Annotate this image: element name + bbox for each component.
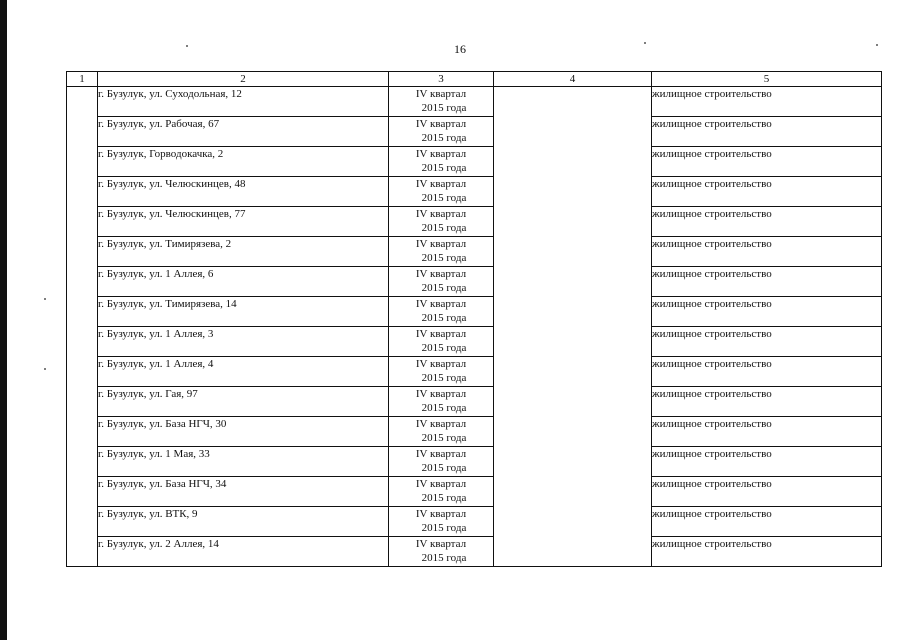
empty-cell — [494, 507, 652, 537]
term-quarter: IV квартал — [415, 298, 467, 310]
term-quarter: IV квартал — [415, 478, 467, 490]
address-cell: г. Бузулук, ул. 1 Мая, 33 — [98, 447, 389, 477]
term-quarter: IV квартал — [415, 268, 467, 280]
table-row — [67, 177, 882, 207]
empty-cell — [494, 327, 652, 357]
purpose-cell: жилищное строительство — [652, 297, 882, 327]
term-year: 2015 года — [421, 462, 467, 474]
scan-speck — [44, 368, 46, 370]
row-number-cell — [67, 477, 98, 507]
scan-speck — [876, 44, 878, 46]
address-cell: г. Бузулук, ул. Рабочая, 67 — [98, 117, 389, 147]
empty-cell — [494, 387, 652, 417]
table-row — [67, 417, 882, 447]
empty-cell — [494, 297, 652, 327]
term-quarter: IV квартал — [415, 448, 467, 460]
term-year: 2015 года — [421, 492, 467, 504]
term-cell — [389, 87, 494, 117]
column-header-1: 1 — [67, 72, 98, 87]
row-number-cell — [67, 267, 98, 297]
term-cell — [389, 237, 494, 267]
term-year: 2015 года — [421, 222, 467, 234]
address-cell: г. Бузулук, ул. ВТК, 9 — [98, 507, 389, 537]
table-row — [67, 327, 882, 357]
empty-cell — [494, 177, 652, 207]
purpose-cell: жилищное строительство — [652, 447, 882, 477]
purpose-cell: жилищное строительство — [652, 417, 882, 447]
term-cell — [389, 177, 494, 207]
term-quarter: IV квартал — [415, 118, 467, 130]
purpose-cell: жилищное строительство — [652, 477, 882, 507]
address-cell: г. Бузулук, ул. 1 Аллея, 6 — [98, 267, 389, 297]
row-number-cell — [67, 297, 98, 327]
term-cell — [389, 207, 494, 237]
column-header-3: 3 — [389, 72, 494, 87]
term-cell — [389, 447, 494, 477]
term-year: 2015 года — [421, 432, 467, 444]
scan-speck — [44, 298, 46, 300]
table-row — [67, 207, 882, 237]
empty-cell — [494, 267, 652, 297]
address-cell: г. Бузулук, ул. База НГЧ, 30 — [98, 417, 389, 447]
term-quarter: IV квартал — [415, 418, 467, 430]
term-quarter: IV квартал — [415, 508, 467, 520]
term-quarter: IV квартал — [415, 388, 467, 400]
purpose-cell: жилищное строительство — [652, 177, 882, 207]
empty-cell — [494, 417, 652, 447]
purpose-cell: жилищное строительство — [652, 87, 882, 117]
address-cell: г. Бузулук, ул. Челюскинцев, 48 — [98, 177, 389, 207]
address-cell: г. Бузулук, ул. Гая, 97 — [98, 387, 389, 417]
table-row — [67, 507, 882, 537]
row-number-cell — [67, 177, 98, 207]
term-year: 2015 года — [421, 312, 467, 324]
term-cell — [389, 507, 494, 537]
term-quarter: IV квартал — [415, 538, 467, 550]
empty-cell — [494, 237, 652, 267]
term-year: 2015 года — [421, 342, 467, 354]
row-number-cell — [67, 237, 98, 267]
term-year: 2015 года — [421, 252, 467, 264]
empty-cell — [494, 477, 652, 507]
term-cell — [389, 147, 494, 177]
term-quarter: IV квартал — [415, 328, 467, 340]
address-cell: г. Бузулук, ул. 1 Аллея, 4 — [98, 357, 389, 387]
term-cell — [389, 387, 494, 417]
term-cell — [389, 537, 494, 567]
table-row — [67, 147, 882, 177]
row-number-cell — [67, 417, 98, 447]
purpose-cell: жилищное строительство — [652, 267, 882, 297]
column-header-2: 2 — [98, 72, 389, 87]
row-number-cell — [67, 357, 98, 387]
term-cell — [389, 297, 494, 327]
address-cell: г. Бузулук, ул. 1 Аллея, 3 — [98, 327, 389, 357]
address-cell: г. Бузулук, ул. Тимирязева, 14 — [98, 297, 389, 327]
empty-cell — [494, 447, 652, 477]
purpose-cell: жилищное строительство — [652, 537, 882, 567]
term-cell — [389, 417, 494, 447]
address-cell: г. Бузулук, Горводокачка, 2 — [98, 147, 389, 177]
term-cell — [389, 477, 494, 507]
term-year: 2015 года — [421, 162, 467, 174]
term-quarter: IV квартал — [415, 178, 467, 190]
address-cell: г. Бузулук, ул. 2 Аллея, 14 — [98, 537, 389, 567]
empty-cell — [494, 117, 652, 147]
term-year: 2015 года — [421, 552, 467, 564]
purpose-cell: жилищное строительство — [652, 327, 882, 357]
purpose-cell: жилищное строительство — [652, 387, 882, 417]
purpose-cell: жилищное строительство — [652, 237, 882, 267]
term-year: 2015 года — [421, 522, 467, 534]
table-body — [67, 72, 882, 567]
scan-binding-edge — [0, 0, 7, 640]
term-quarter: IV квартал — [415, 208, 467, 220]
table-header-row — [67, 72, 882, 87]
term-cell — [389, 357, 494, 387]
row-number-cell — [67, 117, 98, 147]
page-number: 16 — [454, 42, 466, 56]
row-number-cell — [67, 327, 98, 357]
empty-cell — [494, 537, 652, 567]
empty-cell — [494, 207, 652, 237]
purpose-cell: жилищное строительство — [652, 207, 882, 237]
land-plots-table — [66, 71, 882, 567]
row-number-cell — [67, 507, 98, 537]
table-row — [67, 87, 882, 117]
row-number-cell — [67, 87, 98, 117]
table-row — [67, 387, 882, 417]
scan-speck — [644, 42, 646, 44]
table-row — [67, 477, 882, 507]
term-cell — [389, 327, 494, 357]
term-quarter: IV квартал — [415, 88, 467, 100]
empty-cell — [494, 87, 652, 117]
table-row — [67, 537, 882, 567]
term-year: 2015 года — [421, 282, 467, 294]
table-row — [67, 447, 882, 477]
purpose-cell: жилищное строительство — [652, 357, 882, 387]
row-number-cell — [67, 447, 98, 477]
address-cell: г. Бузулук, ул. Челюскинцев, 77 — [98, 207, 389, 237]
address-cell: г. Бузулук, ул. База НГЧ, 34 — [98, 477, 389, 507]
term-quarter: IV квартал — [415, 358, 467, 370]
term-quarter: IV квартал — [415, 238, 467, 250]
address-cell: г. Бузулук, ул. Тимирязева, 2 — [98, 237, 389, 267]
table-row — [67, 117, 882, 147]
empty-cell — [494, 357, 652, 387]
row-number-cell — [67, 207, 98, 237]
row-number-cell — [67, 147, 98, 177]
empty-cell — [494, 147, 652, 177]
term-year: 2015 года — [421, 132, 467, 144]
table-row — [67, 237, 882, 267]
column-header-4: 4 — [494, 72, 652, 87]
row-number-cell — [67, 387, 98, 417]
address-cell: г. Бузулук, ул. Суходольная, 12 — [98, 87, 389, 117]
term-cell — [389, 267, 494, 297]
term-year: 2015 года — [421, 192, 467, 204]
table-row — [67, 267, 882, 297]
term-quarter: IV квартал — [415, 148, 467, 160]
term-year: 2015 года — [421, 102, 467, 114]
purpose-cell: жилищное строительство — [652, 147, 882, 177]
row-number-cell — [67, 537, 98, 567]
purpose-cell: жилищное строительство — [652, 117, 882, 147]
scan-speck — [186, 45, 188, 47]
purpose-cell: жилищное строительство — [652, 507, 882, 537]
term-year: 2015 года — [421, 402, 467, 414]
term-cell — [389, 117, 494, 147]
table-row — [67, 297, 882, 327]
term-year: 2015 года — [421, 372, 467, 384]
column-header-5: 5 — [652, 72, 882, 87]
table-row — [67, 357, 882, 387]
